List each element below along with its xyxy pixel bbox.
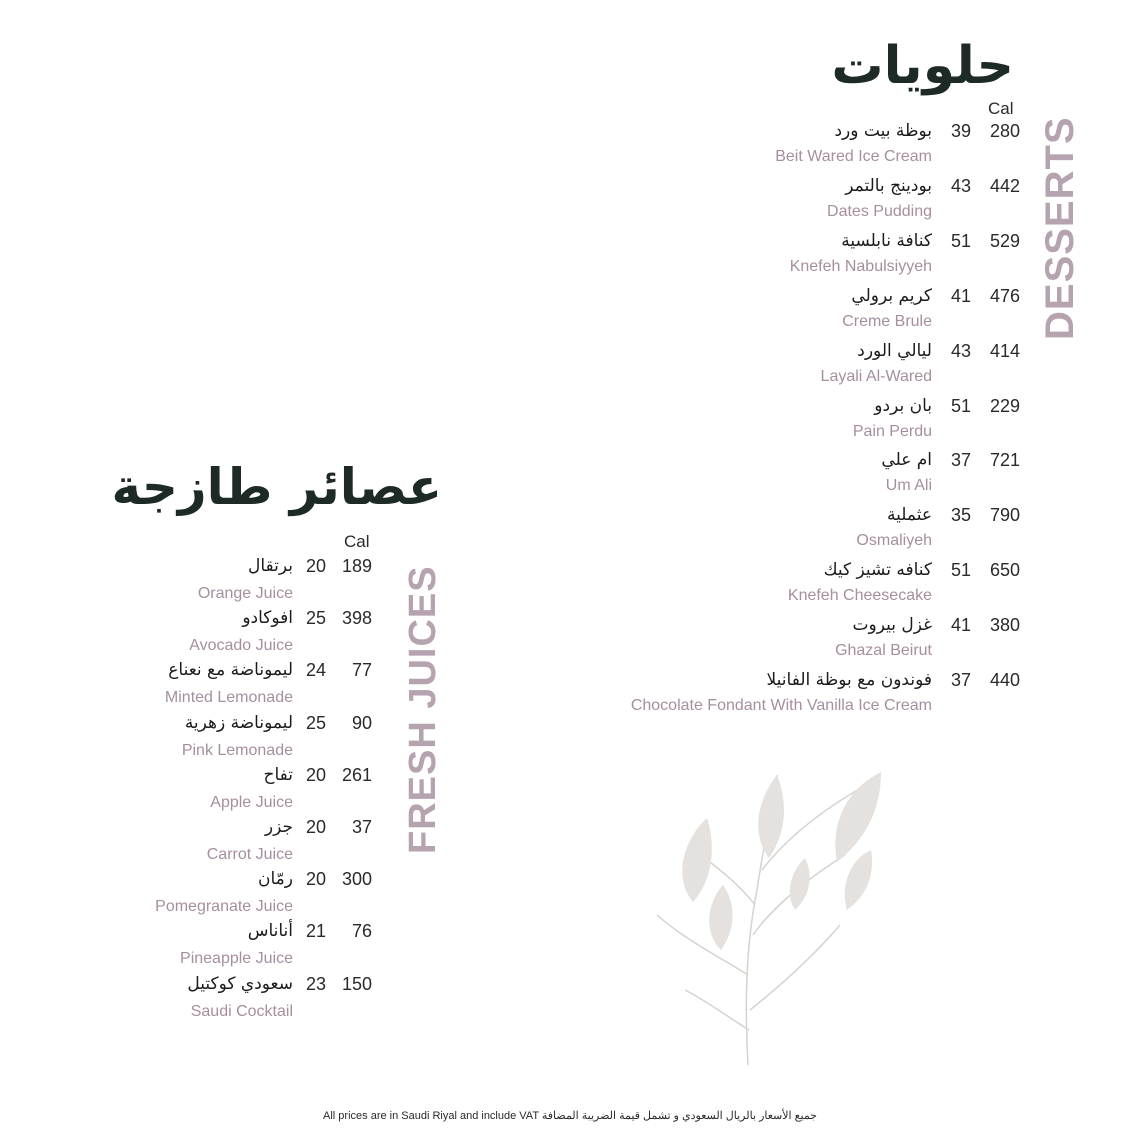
item-name-ar: فوندون مع بوظة الفانيلا [766, 670, 932, 690]
desserts-item [600, 121, 1025, 176]
item-name-ar: ليموناضة مع نعناع [168, 660, 293, 681]
item-name-ar: ليالي الورد [857, 340, 932, 361]
juices-item [130, 921, 375, 973]
item-name-en: Dates Pudding [827, 202, 932, 220]
item-name-en: Um Ali [885, 477, 932, 495]
item-price: 51 [951, 230, 972, 251]
item-calories: 440 [989, 670, 1020, 690]
item-name-ar: بوظة بيت ورد [834, 121, 932, 141]
item-name-en: Apple Juice [210, 793, 293, 811]
item-calories: 529 [989, 230, 1020, 251]
item-name-ar: ام علي [881, 450, 932, 471]
item-name-en: Ghazal Beirut [835, 642, 932, 660]
item-price: 37 [951, 450, 972, 471]
item-name-ar: كريم برولي [851, 285, 932, 306]
desserts-item [600, 341, 1025, 396]
leaf-branch-icon [645, 760, 895, 1070]
item-calories: 280 [989, 121, 1020, 141]
item-name-en: Saudi Cocktail [190, 1002, 293, 1020]
item-name-en: Layali Al-Wared [820, 367, 932, 385]
juices-item [130, 660, 375, 712]
item-price: 51 [951, 560, 972, 581]
juices-item [130, 608, 375, 660]
item-price: 20 [306, 764, 327, 785]
item-name-ar: بودينج بالتمر [845, 175, 932, 196]
item-name-en: Avocado Juice [189, 637, 293, 655]
juices-item [130, 556, 375, 608]
item-price: 51 [951, 395, 972, 416]
juices-item [130, 817, 375, 869]
juices-item [130, 974, 375, 1026]
item-name-en: Creme Brule [842, 312, 932, 330]
juices-side-label: FRESH JUICES [402, 565, 444, 854]
item-name-ar: عثملية [887, 505, 932, 526]
item-name-ar: ليموناضة زهرية [184, 712, 293, 733]
juices-title: عصائر طازجة [111, 458, 442, 516]
item-price: 37 [951, 670, 972, 690]
desserts-title: حلويات [831, 36, 1014, 96]
item-name-en: Pomegranate Juice [155, 898, 293, 916]
footer-note: All prices are in Saudi Riyal and include VAT جميع الأسعار بالريال السعودي و تشمل قيمة الضريبة المضافة [323, 1110, 817, 1122]
item-name-ar: كنافة نابلسية [841, 230, 932, 251]
desserts-item [600, 231, 1025, 286]
item-name-ar: كنافه تشيز كيك [823, 560, 932, 581]
item-name-en: Carrot Juice [206, 846, 293, 863]
item-price: 41 [951, 615, 972, 636]
item-price: 35 [951, 505, 972, 526]
item-name-ar: بان بردو [874, 395, 932, 416]
item-name-ar: أناناس [247, 921, 293, 942]
item-calories: 261 [341, 764, 372, 785]
item-price: 43 [951, 175, 972, 196]
desserts-item [600, 615, 1025, 670]
desserts-item [600, 560, 1025, 615]
item-name-ar: جزر [264, 817, 293, 837]
desserts-cal-header: Cal [988, 99, 1014, 118]
juices-item [130, 713, 375, 765]
item-name-ar: برتقال [248, 556, 293, 576]
item-price: 23 [306, 973, 327, 994]
item-name-ar: غزل بيروت [852, 615, 932, 636]
item-name-en: Minted Lemonade [164, 689, 293, 707]
item-name-en: Pain Perdu [852, 422, 932, 440]
juices-item [130, 869, 375, 921]
item-price: 20 [306, 869, 327, 890]
desserts-item [600, 505, 1025, 560]
item-price: 25 [306, 712, 327, 733]
juices-item [130, 765, 375, 817]
item-price: 39 [951, 121, 972, 141]
item-price: 43 [951, 340, 972, 361]
desserts-item [600, 670, 1025, 725]
item-price: 25 [306, 608, 327, 629]
item-name-ar: تفاح [263, 764, 293, 785]
desserts-item [600, 176, 1025, 231]
item-calories: 414 [989, 340, 1020, 361]
item-name-en: Knefeh Cheesecake [787, 587, 932, 605]
item-name-en: Osmaliyeh [856, 532, 932, 550]
item-calories: 721 [989, 450, 1020, 471]
item-calories: 90 [351, 712, 372, 733]
desserts-item [600, 286, 1025, 341]
desserts-item [600, 396, 1025, 451]
item-calories: 398 [341, 608, 372, 629]
item-calories: 380 [989, 615, 1020, 636]
item-calories: 37 [351, 817, 372, 837]
item-calories: 650 [989, 560, 1020, 581]
item-calories: 476 [989, 285, 1020, 306]
item-calories: 300 [341, 869, 372, 890]
item-name-en: Pineapple Juice [180, 950, 293, 968]
item-calories: 790 [989, 505, 1020, 526]
item-name-ar: رمّان [258, 869, 293, 890]
item-price: 41 [951, 285, 972, 306]
item-name-en: Chocolate Fondant With Vanilla Ice Cream [630, 697, 932, 714]
item-calories: 442 [989, 175, 1020, 196]
item-name-ar: سعودي كوكتيل [187, 973, 293, 994]
item-name-en: Knefeh Nabulsiyyeh [789, 257, 932, 275]
item-calories: 77 [351, 660, 372, 681]
desserts-side-label: DESSERTS [1038, 116, 1082, 340]
juices-cal-header: Cal [344, 532, 370, 551]
item-price: 20 [306, 817, 327, 837]
item-name-en: Pink Lemonade [181, 741, 293, 759]
item-calories: 229 [989, 395, 1020, 416]
item-calories: 189 [341, 556, 372, 576]
item-price: 20 [306, 556, 327, 576]
item-calories: 150 [341, 973, 372, 994]
item-name-ar: افوكادو [242, 608, 293, 629]
item-price: 21 [306, 921, 327, 942]
item-name-en: Orange Juice [197, 585, 293, 602]
item-calories: 76 [351, 921, 372, 942]
desserts-item [600, 450, 1025, 505]
item-name-en: Beit Wared Ice Cream [775, 148, 932, 165]
item-price: 24 [306, 660, 327, 681]
